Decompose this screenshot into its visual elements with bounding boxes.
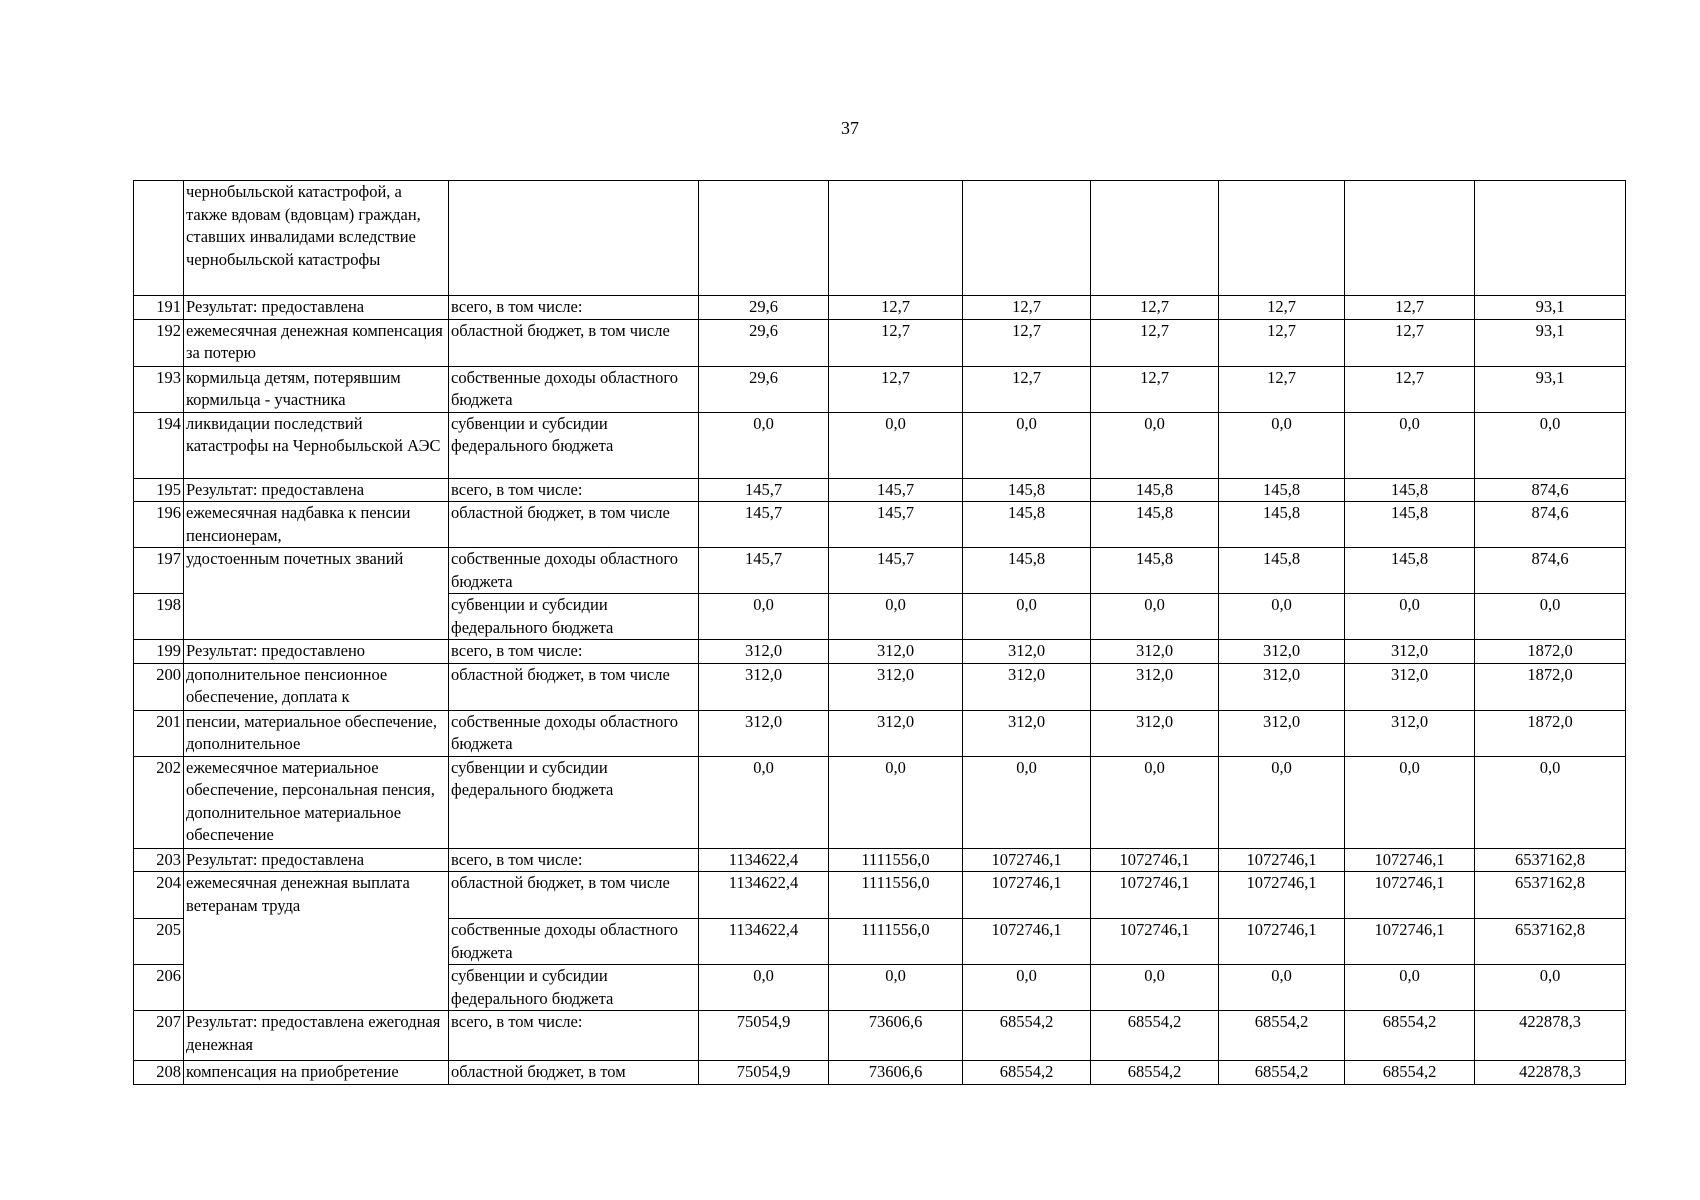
row-number: 198 bbox=[134, 594, 184, 640]
funding-source: всего, в том числе: bbox=[449, 640, 699, 664]
value-year-6: 0,0 bbox=[1345, 594, 1475, 640]
value-year-3: 145,8 bbox=[963, 548, 1091, 594]
value-year-3: 312,0 bbox=[963, 710, 1091, 756]
funding-source: областной бюджет, в том числе bbox=[449, 663, 699, 710]
value-year-6: 68554,2 bbox=[1345, 1011, 1475, 1061]
funding-source: всего, в том числе: bbox=[449, 848, 699, 872]
value-year-2: 12,7 bbox=[829, 296, 963, 320]
value-year-4: 12,7 bbox=[1091, 296, 1219, 320]
value-total: 422878,3 bbox=[1475, 1061, 1626, 1085]
value-year-2: 0,0 bbox=[829, 965, 963, 1011]
value-year-2: 12,7 bbox=[829, 319, 963, 366]
value-total: 6537162,8 bbox=[1475, 872, 1626, 919]
value-total: 6537162,8 bbox=[1475, 848, 1626, 872]
value-year-1: 0,0 bbox=[699, 594, 829, 640]
row-number: 200 bbox=[134, 663, 184, 710]
value-year-1: 29,6 bbox=[699, 366, 829, 412]
funding-source: всего, в том числе: bbox=[449, 1011, 699, 1061]
table-row bbox=[134, 872, 1626, 919]
value-year-2: 1111556,0 bbox=[829, 919, 963, 965]
row-number: 207 bbox=[134, 1011, 184, 1061]
table-row bbox=[134, 478, 1626, 502]
result-description: удостоенным почетных званий bbox=[184, 548, 449, 640]
value-year-6: 145,8 bbox=[1345, 502, 1475, 548]
table-row bbox=[134, 663, 1626, 710]
value-year-5: 312,0 bbox=[1219, 710, 1345, 756]
value-year-3: 68554,2 bbox=[963, 1061, 1091, 1085]
funding-source: собственные доходы областного бюджета bbox=[449, 919, 699, 965]
budget-table bbox=[133, 180, 1626, 1085]
value-year-3: 68554,2 bbox=[963, 1011, 1091, 1061]
value-total: 1872,0 bbox=[1475, 663, 1626, 710]
value-year-6: 0,0 bbox=[1345, 965, 1475, 1011]
value-year-3: 312,0 bbox=[963, 640, 1091, 664]
value-year-5: 145,8 bbox=[1219, 502, 1345, 548]
value-year-6: 1072746,1 bbox=[1345, 919, 1475, 965]
value-total: 6537162,8 bbox=[1475, 919, 1626, 965]
value-year-2: 312,0 bbox=[829, 663, 963, 710]
value-year-2 bbox=[829, 181, 963, 296]
value-year-5: 145,8 bbox=[1219, 478, 1345, 502]
value-year-6: 145,8 bbox=[1345, 548, 1475, 594]
value-total: 0,0 bbox=[1475, 594, 1626, 640]
value-year-2: 312,0 bbox=[829, 640, 963, 664]
value-year-4: 12,7 bbox=[1091, 319, 1219, 366]
value-year-2: 0,0 bbox=[829, 756, 963, 848]
value-year-6: 0,0 bbox=[1345, 756, 1475, 848]
value-year-5: 68554,2 bbox=[1219, 1011, 1345, 1061]
value-year-1: 312,0 bbox=[699, 640, 829, 664]
value-year-1: 312,0 bbox=[699, 663, 829, 710]
value-total: 0,0 bbox=[1475, 756, 1626, 848]
result-description: кормильца детям, потерявшим кормильца - участника bbox=[184, 366, 449, 412]
table-row bbox=[134, 181, 1626, 296]
value-year-2: 0,0 bbox=[829, 412, 963, 478]
row-number: 204 bbox=[134, 872, 184, 919]
value-year-4: 1072746,1 bbox=[1091, 848, 1219, 872]
page-number: 37 bbox=[841, 118, 859, 138]
funding-source: областной бюджет, в том bbox=[449, 1061, 699, 1085]
funding-source: собственные доходы областного бюджета bbox=[449, 366, 699, 412]
funding-source: субвенции и субсидии федерального бюджета bbox=[449, 594, 699, 640]
result-description: Результат: предоставлена bbox=[184, 848, 449, 872]
value-total: 1872,0 bbox=[1475, 640, 1626, 664]
row-number bbox=[134, 181, 184, 296]
funding-source: субвенции и субсидии федерального бюджета bbox=[449, 965, 699, 1011]
value-year-5: 68554,2 bbox=[1219, 1061, 1345, 1085]
row-number: 203 bbox=[134, 848, 184, 872]
value-year-3: 1072746,1 bbox=[963, 919, 1091, 965]
value-year-2: 145,7 bbox=[829, 478, 963, 502]
funding-source: всего, в том числе: bbox=[449, 296, 699, 320]
value-year-4: 145,8 bbox=[1091, 548, 1219, 594]
row-number: 191 bbox=[134, 296, 184, 320]
row-number: 197 bbox=[134, 548, 184, 594]
value-year-2: 0,0 bbox=[829, 594, 963, 640]
value-year-2: 312,0 bbox=[829, 710, 963, 756]
value-total: 93,1 bbox=[1475, 296, 1626, 320]
row-number: 194 bbox=[134, 412, 184, 478]
value-total: 874,6 bbox=[1475, 548, 1626, 594]
value-year-1: 75054,9 bbox=[699, 1011, 829, 1061]
funding-source bbox=[449, 181, 699, 296]
value-year-6: 12,7 bbox=[1345, 296, 1475, 320]
result-description: Результат: предоставлена bbox=[184, 296, 449, 320]
table-row bbox=[134, 1011, 1626, 1061]
result-description: чернобыльской катастрофой, а также вдовам (вдовцам) граждан, ставших инвалидами вследствие чернобыльской катастрофы bbox=[184, 181, 449, 296]
value-year-5: 312,0 bbox=[1219, 663, 1345, 710]
value-year-5: 12,7 bbox=[1219, 366, 1345, 412]
row-number: 208 bbox=[134, 1061, 184, 1085]
value-year-1: 29,6 bbox=[699, 319, 829, 366]
table-row bbox=[134, 1061, 1626, 1085]
table-row bbox=[134, 502, 1626, 548]
value-year-5: 0,0 bbox=[1219, 756, 1345, 848]
value-year-5: 12,7 bbox=[1219, 319, 1345, 366]
result-description: Результат: предоставлено bbox=[184, 640, 449, 664]
funding-source: всего, в том числе: bbox=[449, 478, 699, 502]
value-year-1: 1134622,4 bbox=[699, 872, 829, 919]
value-year-1: 0,0 bbox=[699, 756, 829, 848]
table-row bbox=[134, 640, 1626, 664]
value-total: 0,0 bbox=[1475, 965, 1626, 1011]
value-year-6 bbox=[1345, 181, 1475, 296]
value-year-4: 312,0 bbox=[1091, 710, 1219, 756]
value-year-1: 29,6 bbox=[699, 296, 829, 320]
value-year-6: 0,0 bbox=[1345, 412, 1475, 478]
table-row bbox=[134, 710, 1626, 756]
value-year-3: 12,7 bbox=[963, 366, 1091, 412]
value-year-6: 312,0 bbox=[1345, 640, 1475, 664]
value-year-1: 312,0 bbox=[699, 710, 829, 756]
result-description: ежемесячная надбавка к пенсии пенсионерам, bbox=[184, 502, 449, 548]
value-year-2: 12,7 bbox=[829, 366, 963, 412]
value-year-5: 0,0 bbox=[1219, 412, 1345, 478]
value-year-2: 73606,6 bbox=[829, 1061, 963, 1085]
value-year-3 bbox=[963, 181, 1091, 296]
value-year-5: 0,0 bbox=[1219, 965, 1345, 1011]
value-year-2: 1111556,0 bbox=[829, 872, 963, 919]
value-total: 93,1 bbox=[1475, 366, 1626, 412]
row-number: 206 bbox=[134, 965, 184, 1011]
value-year-1: 1134622,4 bbox=[699, 919, 829, 965]
value-year-2: 145,7 bbox=[829, 548, 963, 594]
result-description: ликвидации последствий катастрофы на Чернобыльской АЭС bbox=[184, 412, 449, 478]
result-description: ежемесячная денежная компенсация за потерю bbox=[184, 319, 449, 366]
value-year-3: 1072746,1 bbox=[963, 872, 1091, 919]
row-number: 193 bbox=[134, 366, 184, 412]
value-year-5 bbox=[1219, 181, 1345, 296]
value-year-3: 0,0 bbox=[963, 412, 1091, 478]
value-year-4: 0,0 bbox=[1091, 594, 1219, 640]
value-year-5: 145,8 bbox=[1219, 548, 1345, 594]
value-year-6: 12,7 bbox=[1345, 366, 1475, 412]
funding-source: областной бюджет, в том числе bbox=[449, 872, 699, 919]
value-year-4: 12,7 bbox=[1091, 366, 1219, 412]
value-total: 0,0 bbox=[1475, 412, 1626, 478]
row-number: 196 bbox=[134, 502, 184, 548]
value-year-3: 145,8 bbox=[963, 502, 1091, 548]
value-year-5: 12,7 bbox=[1219, 296, 1345, 320]
value-year-6: 12,7 bbox=[1345, 319, 1475, 366]
value-total: 1872,0 bbox=[1475, 710, 1626, 756]
value-year-1 bbox=[699, 181, 829, 296]
value-year-1: 145,7 bbox=[699, 478, 829, 502]
value-year-5: 0,0 bbox=[1219, 594, 1345, 640]
value-year-4: 145,8 bbox=[1091, 478, 1219, 502]
value-year-1: 145,7 bbox=[699, 548, 829, 594]
table-row bbox=[134, 848, 1626, 872]
value-total: 874,6 bbox=[1475, 502, 1626, 548]
result-description: Результат: предоставлена bbox=[184, 478, 449, 502]
result-description: ежемесячное материальное обеспечение, персональная пенсия, дополнительное материальное обеспечение bbox=[184, 756, 449, 848]
value-year-3: 1072746,1 bbox=[963, 848, 1091, 872]
funding-source: субвенции и субсидии федерального бюджета bbox=[449, 756, 699, 848]
table-row bbox=[134, 366, 1626, 412]
result-description: Результат: предоставлена ежегодная денежная bbox=[184, 1011, 449, 1061]
table-row bbox=[134, 548, 1626, 594]
value-year-2: 73606,6 bbox=[829, 1011, 963, 1061]
value-year-3: 12,7 bbox=[963, 319, 1091, 366]
value-year-2: 1111556,0 bbox=[829, 848, 963, 872]
value-year-1: 1134622,4 bbox=[699, 848, 829, 872]
value-year-4: 68554,2 bbox=[1091, 1061, 1219, 1085]
result-description: компенсация на приобретение bbox=[184, 1061, 449, 1085]
value-year-1: 145,7 bbox=[699, 502, 829, 548]
result-description: дополнительное пенсионное обеспечение, доплата к bbox=[184, 663, 449, 710]
value-year-5: 312,0 bbox=[1219, 640, 1345, 664]
value-total bbox=[1475, 181, 1626, 296]
value-year-4 bbox=[1091, 181, 1219, 296]
value-year-3: 0,0 bbox=[963, 594, 1091, 640]
table-row bbox=[134, 756, 1626, 848]
value-year-4: 145,8 bbox=[1091, 502, 1219, 548]
row-number: 201 bbox=[134, 710, 184, 756]
value-year-6: 145,8 bbox=[1345, 478, 1475, 502]
value-year-5: 1072746,1 bbox=[1219, 848, 1345, 872]
funding-source: субвенции и субсидии федерального бюджета bbox=[449, 412, 699, 478]
value-year-3: 12,7 bbox=[963, 296, 1091, 320]
value-year-4: 0,0 bbox=[1091, 412, 1219, 478]
value-year-4: 0,0 bbox=[1091, 965, 1219, 1011]
row-number: 205 bbox=[134, 919, 184, 965]
value-year-3: 145,8 bbox=[963, 478, 1091, 502]
value-year-4: 1072746,1 bbox=[1091, 919, 1219, 965]
value-total: 874,6 bbox=[1475, 478, 1626, 502]
funding-source: собственные доходы областного бюджета bbox=[449, 548, 699, 594]
value-year-5: 1072746,1 bbox=[1219, 919, 1345, 965]
table-row bbox=[134, 412, 1626, 478]
value-year-5: 1072746,1 bbox=[1219, 872, 1345, 919]
value-year-3: 312,0 bbox=[963, 663, 1091, 710]
value-year-4: 312,0 bbox=[1091, 640, 1219, 664]
value-year-1: 0,0 bbox=[699, 965, 829, 1011]
value-year-6: 1072746,1 bbox=[1345, 872, 1475, 919]
value-year-1: 0,0 bbox=[699, 412, 829, 478]
row-number: 199 bbox=[134, 640, 184, 664]
table-row bbox=[134, 319, 1626, 366]
row-number: 192 bbox=[134, 319, 184, 366]
table-row bbox=[134, 296, 1626, 320]
funding-source: областной бюджет, в том числе bbox=[449, 319, 699, 366]
value-year-6: 68554,2 bbox=[1345, 1061, 1475, 1085]
value-year-4: 0,0 bbox=[1091, 756, 1219, 848]
value-year-4: 312,0 bbox=[1091, 663, 1219, 710]
value-year-4: 1072746,1 bbox=[1091, 872, 1219, 919]
value-year-3: 0,0 bbox=[963, 756, 1091, 848]
value-total: 93,1 bbox=[1475, 319, 1626, 366]
value-year-6: 312,0 bbox=[1345, 663, 1475, 710]
row-number: 202 bbox=[134, 756, 184, 848]
result-description: пенсии, материальное обеспечение, дополнительное bbox=[184, 710, 449, 756]
funding-source: собственные доходы областного бюджета bbox=[449, 710, 699, 756]
value-year-3: 0,0 bbox=[963, 965, 1091, 1011]
result-description: ежемесячная денежная выплата ветеранам труда bbox=[184, 872, 449, 1011]
value-year-1: 75054,9 bbox=[699, 1061, 829, 1085]
value-year-6: 1072746,1 bbox=[1345, 848, 1475, 872]
value-year-4: 68554,2 bbox=[1091, 1011, 1219, 1061]
value-year-6: 312,0 bbox=[1345, 710, 1475, 756]
funding-source: областной бюджет, в том числе bbox=[449, 502, 699, 548]
value-year-2: 145,7 bbox=[829, 502, 963, 548]
row-number: 195 bbox=[134, 478, 184, 502]
value-total: 422878,3 bbox=[1475, 1011, 1626, 1061]
